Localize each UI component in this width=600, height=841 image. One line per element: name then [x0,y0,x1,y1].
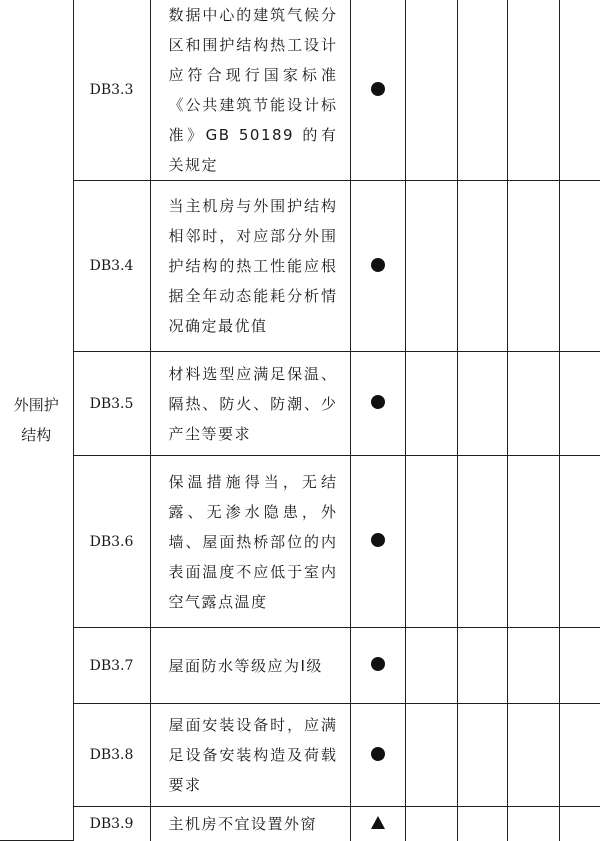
requirement-cell: 当主机房与外围护结构相邻时，对应部分外围护结构的热工性能应根据全年动态能耗分析情况确定最优值 [150,181,350,352]
filled-circle-icon [371,747,385,761]
empty-cell [507,352,559,456]
empty-cell [457,0,507,181]
empty-cell [405,0,457,181]
table-row [0,456,600,628]
mark-cell [350,628,405,704]
filled-circle-icon [371,395,385,409]
empty-cell [559,181,600,352]
mark-cell [350,0,405,181]
empty-cell [405,352,457,456]
empty-cell [559,704,600,807]
empty-cell [559,352,600,456]
requirement-cell: 主机房不宜设置外窗 [150,807,350,841]
filled-circle-icon [371,533,385,547]
code-cell: DB3.3 [73,0,150,181]
empty-cell [457,628,507,704]
mark-cell [350,181,405,352]
mark-cell [350,807,405,841]
table-row [0,352,600,456]
empty-cell [457,704,507,807]
requirement-cell: 数据中心的建筑气候分区和围护结构热工设计应符合现行国家标准《公共建筑节能设计标准》GB 50189 的有关规定 [150,0,350,181]
empty-cell [457,456,507,628]
table-row [0,704,600,807]
table-row [0,181,600,352]
table-row [0,0,600,181]
empty-cell [405,456,457,628]
category-cell [0,0,73,841]
empty-cell [507,0,559,181]
mark-cell [350,456,405,628]
empty-cell [507,704,559,807]
empty-cell [507,628,559,704]
empty-cell [559,456,600,628]
mark-cell [350,704,405,807]
code-cell: DB3.9 [73,807,150,841]
code-cell: DB3.4 [73,181,150,352]
table-row [0,628,600,704]
code-cell: DB3.6 [73,456,150,628]
requirement-cell: 屋面安装设备时，应满足设备安装构造及荷载要求 [150,704,350,807]
filled-circle-icon [371,82,385,96]
empty-cell [507,807,559,841]
requirement-cell: 保温措施得当，无结露、无渗水隐患，外墙、屋面热桥部位的内表面温度不应低于室内空气露点温度 [150,456,350,628]
code-cell: DB3.7 [73,628,150,704]
category-label: 外围护结构 [13,396,59,444]
table-row [0,807,600,841]
filled-circle-icon [371,258,385,272]
requirement-cell: 材料选型应满足保温、隔热、防火、防潮、少产尘等要求 [150,352,350,456]
empty-cell [457,807,507,841]
empty-cell [405,628,457,704]
filled-triangle-icon [371,816,385,829]
requirement-cell: 屋面防水等级应为Ⅰ级 [150,628,350,704]
empty-cell [405,807,457,841]
filled-circle-icon [371,657,385,671]
empty-cell [405,181,457,352]
empty-cell [405,704,457,807]
mark-cell [350,352,405,456]
code-cell: DB3.8 [73,704,150,807]
code-cell: DB3.5 [73,352,150,456]
empty-cell [457,181,507,352]
empty-cell [507,456,559,628]
empty-cell [559,628,600,704]
empty-cell [559,0,600,181]
empty-cell [457,352,507,456]
empty-cell [507,181,559,352]
empty-cell [559,807,600,841]
